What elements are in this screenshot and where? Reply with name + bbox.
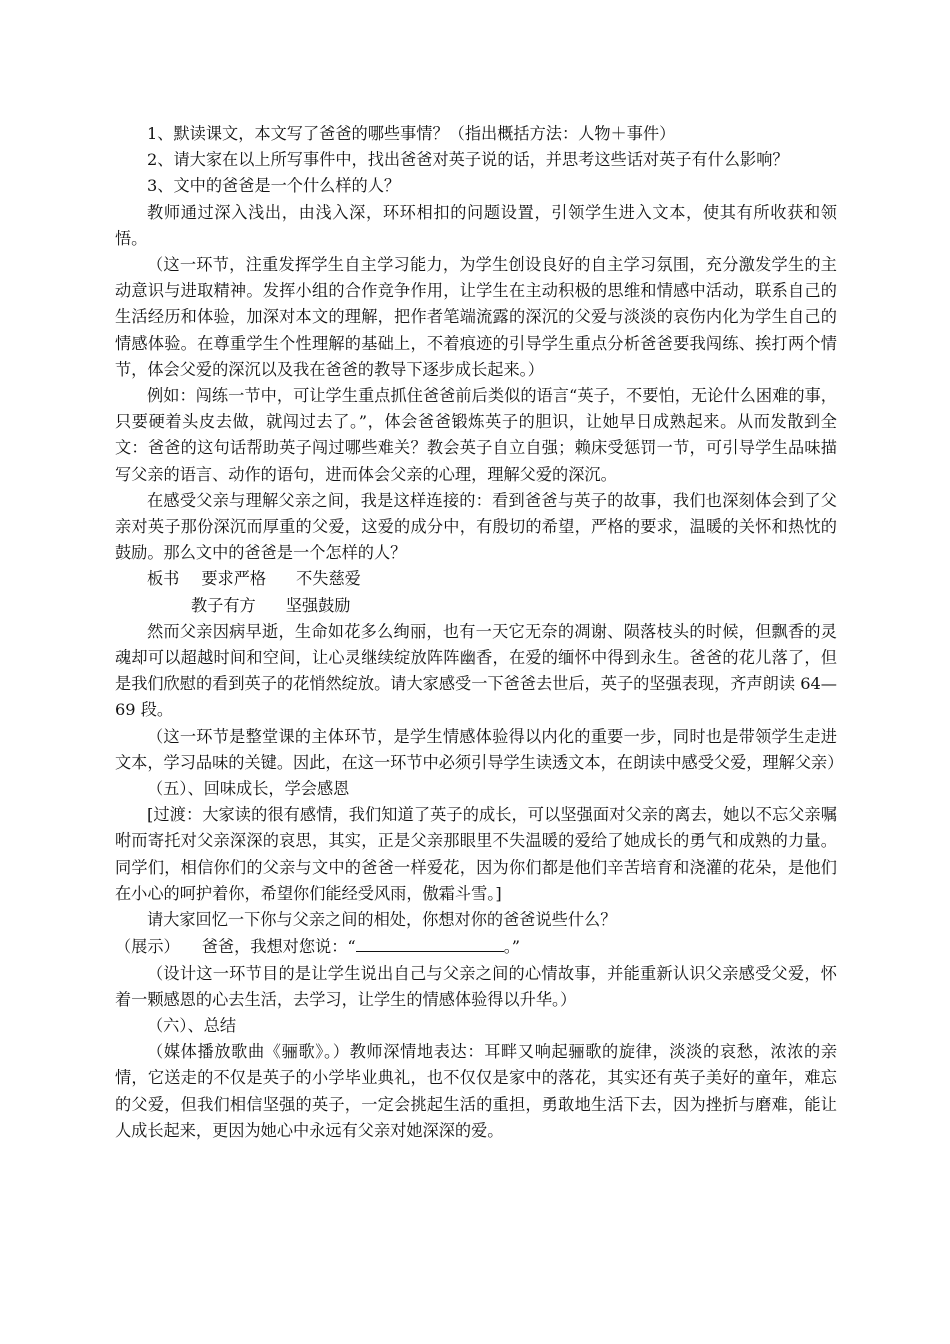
section-5-heading: （五）、回味成长，学会感恩: [147, 779, 350, 799]
question-3: 3、文中的爸爸是一个什么样的人？: [147, 176, 401, 196]
connection-paragraph: 在感受父亲与理解父亲之间，我是这样连接的：看到爸爸与英子的故事，我们也深刻体会到了父亲对英子那份深沉而厚重的父爱，这爱的成分中，有殷切的希望，严格的要求，温暖的关怀和热忱的鼓励。那么文中的爸爸是一个怎样的人？: [115, 490, 837, 563]
show-text-start: 爸爸，我想对您说：“: [201, 937, 356, 957]
section-6-heading: （六）、总结: [147, 1015, 237, 1035]
board-item-encourage: 坚强鼓励: [285, 595, 351, 615]
transition-paragraph: [过渡：大家读的很有感情，我们知道了英子的成长，可以坚强面对父亲的离去，她以不忘父亲嘱咐而寄托对父亲深深的哀思，其实，正是父亲那眼里不失温暖的爱给了她成长的勇气和成熟的力量。同学们，相信你们的父亲与文中的爸爸一样爱花，因为你们都是他们辛苦培育和浇灌的花朵，是他们在小心的呵护着你，希望你们能经受风雨，傲霜斗雪。]: [115, 805, 837, 903]
show-label: （展示）: [115, 937, 180, 957]
show-text-end: 。”: [503, 937, 521, 957]
recall-paragraph: 请大家回忆一下你与父亲之间的相处，你想对你的爸爸说些什么？: [147, 910, 617, 930]
design-note-3: （设计这一环节目的是让学生说出自己与父亲之间的心情故事，并能重新认识父亲感受父爱，怀着一颗感恩的心去生活，去学习，让学生的情感体验得以升华。）: [115, 963, 837, 1009]
show-line: [115, 933, 837, 960]
answer-blank: [356, 933, 504, 952]
teacher-paragraph: 教师通过深入浅出，由浅入深，环环相扣的问题设置，引领学生进入文本，使其有所收获和领悟。: [115, 202, 837, 248]
question-1: 1、默读课文，本文写了爸爸的哪些事情？（指出概括方法：人物＋事件）: [147, 124, 676, 143]
board-label: 板书: [147, 569, 180, 589]
board-line-2: [115, 593, 837, 619]
document-body: [115, 121, 844, 1144]
however-paragraph: 然而父亲因病早逝，生命如花多么绚丽，也有一天它无奈的凋谢、陨落枝头的时候，但飘香的灵魂却可以超越时间和空间，让心灵继续绽放阵阵幽香，在爱的缅怀中得到永生。爸爸的花儿落了，但是我们欣慰的看到英子的花悄然绽放。请大家感受一下爸爸去世后，英子的坚强表现，齐声朗读 64—69 段。: [115, 621, 837, 720]
board-item-loving: 不失慈爱: [296, 569, 361, 589]
board-item-teaching: 教子有方: [191, 595, 256, 615]
design-note-2: （这一环节是整堂课的主体环节，是学生情感体验得以内化的重要一步，同时也是带领学生走进文本，学习品味的关键。因此，在这一环节中必须引导学生读透文本，在朗读中感受父爱，理解父亲）: [115, 726, 844, 772]
summary-paragraph: （媒体播放歌曲《骊歌》。）教师深情地表达：耳畔又响起骊歌的旋律，淡淡的哀愁，浓浓的亲情，它送走的不仅是英子的小学毕业典礼，也不仅仅是家中的落花，其实还有英子美好的童年，难忘的父爱，但我们相信坚强的英子，一定会挑起生活的重担，勇敢地生活下去，因为挫折与磨难，能让人成长起来，更因为她心中永远有父亲对她深深的爱。: [115, 1042, 837, 1140]
question-2: 2、请大家在以上所写事件中，找出爸爸对英子说的话，并思考这些话对英子有什么影响？: [147, 150, 789, 170]
board-line-1: [115, 566, 837, 592]
design-note-1: （这一环节，注重发挥学生自主学习能力，为学生创设良好的自主学习氛围，充分激发学生的主动意识与进取精神。发挥小组的合作竞争作用，让学生在主动积极的思维和情感中活动，联系自己的生活经历和体验，加深对本文的理解，把作者笔端流露的深沉的父爱与淡淡的哀伤内化为学生自己的情感体验。在尊重学生个性理解的基础上，不着痕迹的引导学生重点分析爸爸要我闯练、挨打两个情节，体会父爱的深沉以及我在爸爸的教导下逐步成长起来。）: [115, 255, 837, 379]
example-paragraph: 例如：闯练一节中，可让学生重点抓住爸爸前后类似的语言“英子，不要怕，无论什么困难的事，只要硬着头皮去做，就闯过去了。”，体会爸爸锻炼英子的胆识，让她早日成熟起来。从而发散到全文：爸爸的这句话帮助英子闯过哪些难关？教会英子自立自强；赖床受惩罚一节，可引导学生品味描写父亲的语言、动作的语句，进而体会父亲的心理，理解父爱的深沉。: [115, 386, 837, 484]
board-item-strict: 要求严格: [201, 569, 267, 589]
